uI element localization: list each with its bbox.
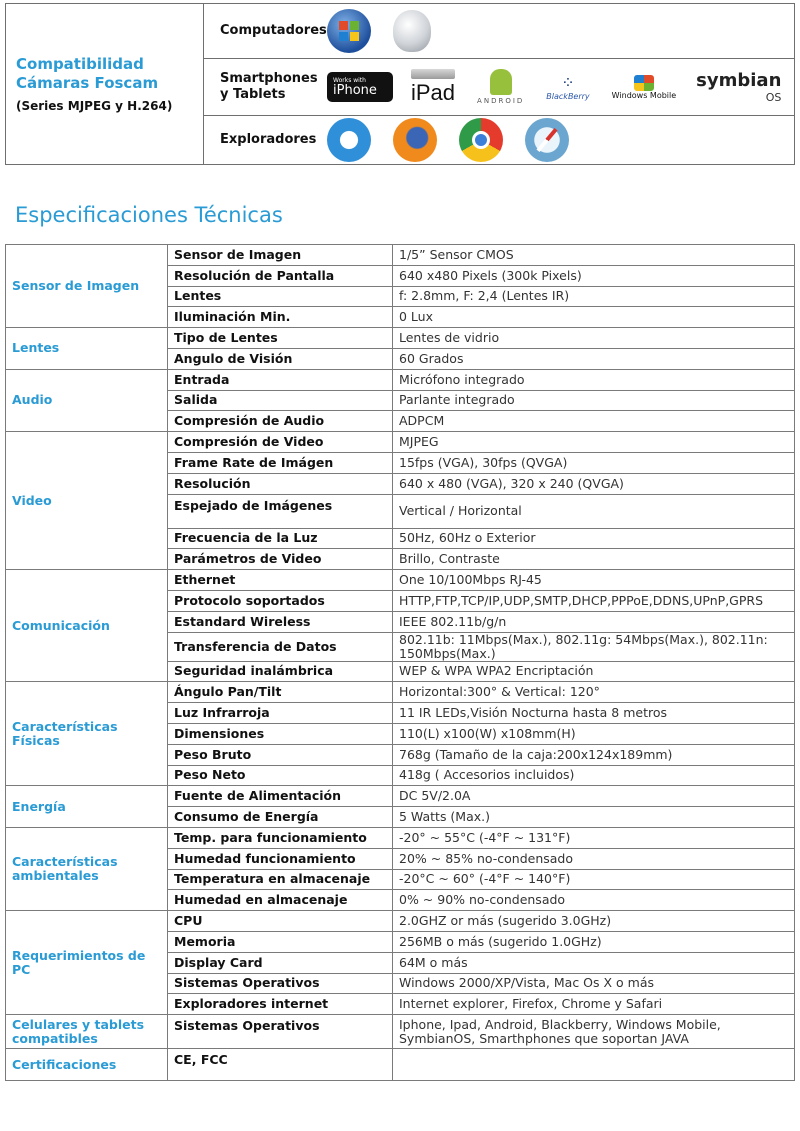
spec-property: Sistemas Operativos xyxy=(168,973,393,994)
table-row xyxy=(6,682,795,703)
spec-property: Ethernet xyxy=(168,570,393,591)
table-row xyxy=(6,1015,795,1049)
spec-property: CE, FCC xyxy=(168,1049,393,1081)
table-row xyxy=(6,245,795,266)
spec-property: Temperatura en almacenaje xyxy=(168,869,393,890)
spec-category: Requerimientos de PC xyxy=(6,911,168,1015)
spec-property: Protocolo soportados xyxy=(168,590,393,611)
spec-property: Seguridad inalámbrica xyxy=(168,661,393,682)
spec-property: Memoria xyxy=(168,931,393,952)
spec-value: 2.0GHZ or más (sugerido 3.0GHz) xyxy=(393,911,795,932)
spec-value: DC 5V/2.0A xyxy=(393,786,795,807)
blackberry-icon: ⁘ xyxy=(561,72,575,92)
spec-property: Salida xyxy=(168,390,393,411)
ie-icon xyxy=(327,118,371,162)
compat-row-label: Smartphones y Tablets xyxy=(220,71,318,102)
spec-table xyxy=(5,244,795,1081)
spec-property: Entrada xyxy=(168,369,393,390)
spec-value: 50Hz, 60Hz o Exterior xyxy=(393,528,795,549)
spec-category: Sensor de Imagen xyxy=(6,245,168,328)
spec-value: 5 Watts (Max.) xyxy=(393,807,795,828)
spec-value: -20° ~ 55°C (-4°F ~ 131°F) xyxy=(393,827,795,848)
android-icon xyxy=(490,69,512,95)
spec-property: Display Card xyxy=(168,952,393,973)
browser-logos xyxy=(327,118,591,162)
spec-value: Lentes de vidrio xyxy=(393,328,795,349)
spec-value: 15fps (VGA), 30fps (QVGA) xyxy=(393,452,795,473)
spec-value: Internet explorer, Firefox, Chrome y Safari xyxy=(393,994,795,1015)
spec-category: Video xyxy=(6,432,168,570)
windows-mobile-logo xyxy=(612,75,677,100)
table-row xyxy=(6,786,795,807)
smartphone-logos xyxy=(327,69,781,105)
spec-property: Peso Neto xyxy=(168,765,393,786)
spec-value: 60 Grados xyxy=(393,348,795,369)
spec-value: 640 x 480 (VGA), 320 x 240 (QVGA) xyxy=(393,473,795,494)
spec-value: 110(L) x100(W) x108mm(H) xyxy=(393,723,795,744)
spec-property: Parámetros de Video xyxy=(168,549,393,570)
spec-category: Audio xyxy=(6,369,168,431)
spec-property: Frecuencia de la Luz xyxy=(168,528,393,549)
spec-property: Humedad en almacenaje xyxy=(168,890,393,911)
compatibility-subtitle: (Series MJPEG y H.264) xyxy=(16,99,173,113)
spec-property: Fuente de Alimentación xyxy=(168,786,393,807)
spec-value: HTTP,FTP,TCP/IP,UDP,SMTP,DHCP,PPPoE,DDNS,UPnP,GPRS xyxy=(393,590,795,611)
spec-property: Dimensiones xyxy=(168,723,393,744)
spec-property: Transferencia de Datos xyxy=(168,632,393,661)
table-row xyxy=(6,1049,795,1081)
spec-property: Humedad funcionamiento xyxy=(168,848,393,869)
ipad-logo-text: iPad xyxy=(411,80,456,105)
computer-logos xyxy=(327,9,453,53)
spec-property: Lentes xyxy=(168,286,393,307)
compat-row-computers xyxy=(204,4,794,59)
spec-category: Energía xyxy=(6,786,168,828)
compatibility-header xyxy=(6,4,204,164)
spec-value: Micrófono integrado xyxy=(393,369,795,390)
table-row xyxy=(6,369,795,390)
spec-property: Compresión de Audio xyxy=(168,411,393,432)
spec-value: Iphone, Ipad, Android, Blackberry, Windows Mobile, SymbianOS, Smarthphones que soportan JAVA xyxy=(393,1015,795,1049)
spec-property: Resolución de Pantalla xyxy=(168,265,393,286)
windows-icon xyxy=(327,9,371,53)
android-logo xyxy=(477,69,524,105)
spec-property: Compresión de Video xyxy=(168,432,393,453)
spec-value: f: 2.8mm, F: 2,4 (Lentes IR) xyxy=(393,286,795,307)
apple-icon xyxy=(393,10,431,52)
spec-value xyxy=(393,1049,795,1081)
spec-property: Luz Infrarroja xyxy=(168,703,393,724)
spec-property: Estandard Wireless xyxy=(168,611,393,632)
spec-value: 11 IR LEDs,Visión Nocturna hasta 8 metros xyxy=(393,703,795,724)
firefox-icon xyxy=(393,118,437,162)
compat-row-label: Computadores xyxy=(220,23,327,38)
spec-value: MJPEG xyxy=(393,432,795,453)
spec-value: 20% ~ 85% no-condensado xyxy=(393,848,795,869)
spec-property: Ángulo Pan/Tilt xyxy=(168,682,393,703)
spec-value: One 10/100Mbps RJ-45 xyxy=(393,570,795,591)
spec-property: Iluminación Min. xyxy=(168,307,393,328)
windows-mobile-icon xyxy=(634,75,654,91)
spec-value: 0% ~ 90% no-condensado xyxy=(393,890,795,911)
spec-value: Vertical / Horizontal xyxy=(393,494,795,528)
iphone-logo xyxy=(327,72,393,102)
symbian-logo-text: symbian xyxy=(696,69,782,91)
spec-value: WEP & WPA WPA2 Encriptación xyxy=(393,661,795,682)
table-row xyxy=(6,911,795,932)
spec-property: Sistemas Operativos xyxy=(168,1015,393,1049)
chrome-icon xyxy=(459,118,503,162)
spec-value: 418g ( Accesorios incluidos) xyxy=(393,765,795,786)
spec-value: 1/5” Sensor CMOS xyxy=(393,245,795,266)
table-row xyxy=(6,827,795,848)
spec-value: ADPCM xyxy=(393,411,795,432)
spec-property: Temp. para funcionamiento xyxy=(168,827,393,848)
compatibility-box xyxy=(5,3,795,165)
spec-property: Espejado de Imágenes xyxy=(168,494,393,528)
compatibility-title: Compatibilidad Cámaras Foscam xyxy=(16,55,159,92)
table-row xyxy=(6,432,795,453)
spec-category: Características ambientales xyxy=(6,827,168,910)
table-row xyxy=(6,328,795,349)
spec-category: Lentes xyxy=(6,328,168,370)
spec-value: 768g (Tamaño de la caja:200x124x189mm) xyxy=(393,744,795,765)
compatibility-rows xyxy=(204,4,794,164)
compat-row-browsers xyxy=(204,116,794,164)
spec-value: 802.11b: 11Mbps(Max.), 802.11g: 54Mbps(Max.), 802.11n: 150Mbps(Max.) xyxy=(393,632,795,661)
spec-value: 256MB o más (sugerido 1.0GHz) xyxy=(393,931,795,952)
spec-value: IEEE 802.11b/g/n xyxy=(393,611,795,632)
spec-property: Sensor de Imagen xyxy=(168,245,393,266)
ipad-logo xyxy=(411,69,455,105)
spec-property: CPU xyxy=(168,911,393,932)
symbian-os-text: OS xyxy=(765,90,782,104)
spec-property: Angulo de Visión xyxy=(168,348,393,369)
iphone-logo-small-text: Works with xyxy=(333,76,366,84)
spec-category: Certificaciones xyxy=(6,1049,168,1081)
compat-row-smartphones xyxy=(204,59,794,116)
spec-category: Comunicación xyxy=(6,570,168,682)
ipad-icon xyxy=(411,69,455,79)
spec-value: Horizontal:300° & Vertical: 120° xyxy=(393,682,795,703)
spec-value: Windows 2000/XP/Vista, Mac Os X o más xyxy=(393,973,795,994)
spec-value: 640 x480 Pixels (300k Pixels) xyxy=(393,265,795,286)
spec-value: Parlante integrado xyxy=(393,390,795,411)
spec-value: 64M o más xyxy=(393,952,795,973)
spec-value: 0 Lux xyxy=(393,307,795,328)
page-title: Especificaciones Técnicas xyxy=(15,203,283,227)
spec-property: Consumo de Energía xyxy=(168,807,393,828)
spec-value: -20°C ~ 60° (-4°F ~ 140°F) xyxy=(393,869,795,890)
spec-property: Frame Rate de Imágen xyxy=(168,452,393,473)
table-row xyxy=(6,570,795,591)
spec-property: Resolución xyxy=(168,473,393,494)
spec-property: Tipo de Lentes xyxy=(168,328,393,349)
android-logo-text: ANDROID xyxy=(477,97,525,105)
spec-category: Características Físicas xyxy=(6,682,168,786)
spec-category: Celulares y tablets compatibles xyxy=(6,1015,168,1049)
spec-property: Peso Bruto xyxy=(168,744,393,765)
safari-icon xyxy=(525,118,569,162)
windows-mobile-logo-text: Windows Mobile xyxy=(611,90,677,100)
spec-value: Brillo, Contraste xyxy=(393,549,795,570)
spec-property: Exploradores internet xyxy=(168,994,393,1015)
blackberry-logo xyxy=(546,74,589,101)
blackberry-logo-text: BlackBerry xyxy=(546,91,590,101)
iphone-logo-text: iPhone xyxy=(333,82,377,98)
compat-row-label: Exploradores xyxy=(220,132,317,147)
symbian-logo xyxy=(696,71,781,104)
